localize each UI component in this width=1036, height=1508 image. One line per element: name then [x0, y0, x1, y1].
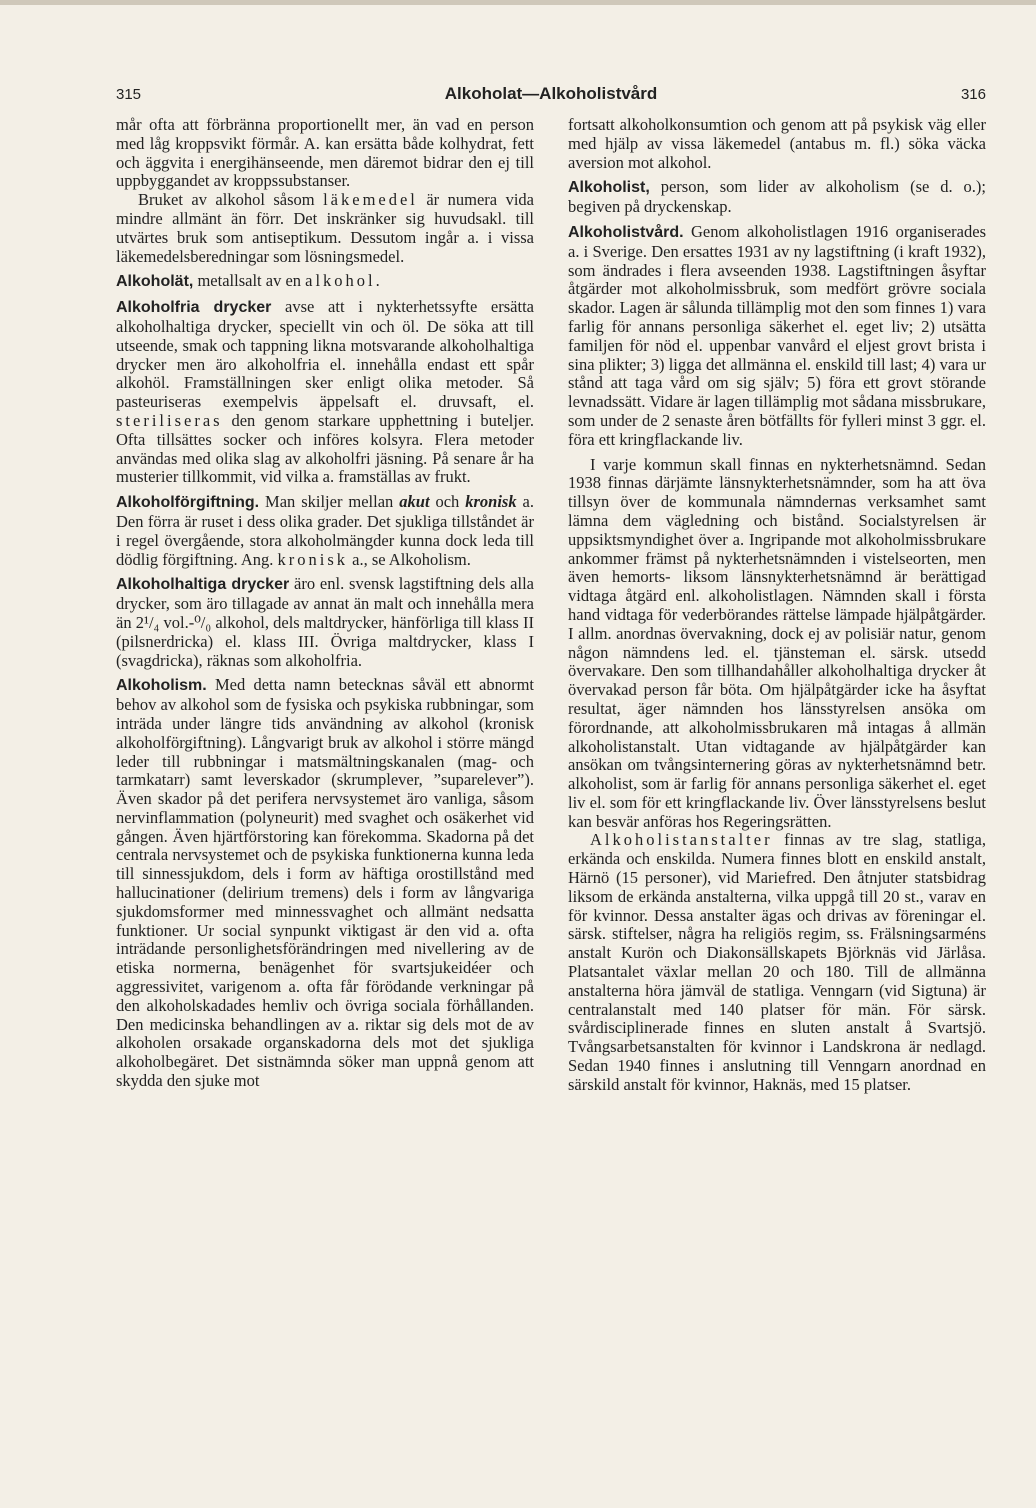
entry-alkoholat: Alkoholät, metallsalt av en alkohol. [116, 271, 380, 291]
text-columns [116, 116, 986, 1095]
left-column [116, 116, 534, 1095]
page-number-left: 315 [116, 86, 142, 103]
entry-alkoholhaltiga-drycker: Alkoholhaltiga drycker äro enl. svensk lagstiftning dels alla drycker, som äro tillagade av annat än malt och innehålla mera än 2¹/₄ vol.-⁰/₀ alkohol, dels maltdrycker, hänförliga till klass II (pilsnerdricka) el. klass III. Övriga maltdrycker, klass I (svagdricka), räknas som alkoholfria. [116, 574, 534, 670]
entry-alkoholfria-drycker: Alkoholfria drycker avse att i nykterhetssyfte ersätta alkoholhaltiga drycker, speciellt vin och öl. De söka att till utseende, smak och tappning likna motsvarande alkoholhaltiga drycker men äro alkoholfria el. innehålla endast ett spår alkohöl. Framställningen sker enligt olika metoder. Så pasteuriseras exempelvis äppelsaft el. druvsaft, el. steriliseras den genom starkare upphettning i buteljer. Ofta tillsättes socker och införes kolsyra. Flera metoder användas med olika slag av alkoholfri jäsning. På senare år ha musterier tillkommit, vid vilka a. framställas av frukt. [116, 297, 534, 487]
paragraph: mår ofta att förbränna proportionellt mer, än vad en person med låg kroppsvikt förmår. A. kan ersätta både kolhydrat, fett och äggvita i energihänseende, men däremot bidrar den ej till uppbyggandet av kroppssubstanser. [116, 115, 534, 191]
running-title: Alkoholat—Alkoholistvård [444, 84, 658, 103]
entry-alkoholist: Alkoholist, person, som lider av alkoholism (se d. o.); begiven på dryckenskap. [568, 177, 986, 217]
headword: Alkoholförgiftning. [116, 494, 260, 512]
headword: Alkoholfria drycker [116, 299, 272, 317]
page-number-right: 316 [960, 86, 986, 103]
headword: Alkoholist, [568, 179, 650, 197]
running-header [116, 84, 986, 110]
paragraph: Alkoholistanstalter finnas av tre slag, statliga, erkända och enskilda. Numera finnes blott en enskild anstalt, Härnö (15 personer), vid Mariefred. Den åtnjuter statsbidrag liksom de erkända anstalterna, vilka uppgå till 20 st., varav en för kvinnor. Dessa anstalter ägas och drivas av föreningar el. särsk. stiftelser, några ha religiös regim, ss. Frälsningsarméns anstalt Kurön och Diakonsällskapets Björknäs vid Järlåsa. Platsantalet växlar mellan 20 och 180. Till de allmänna anstalterna höra jämväl de statliga. Venngarn (vid Sigtuna) är centralanstalt med 140 platser för män. För särsk. svårdisciplinerade finnes en sluten anstalt å Svartsjö. Tvångsarbetsanstalten för kvinnor i Landskrona är nedlagd. Sedan 1940 finnes i anslutning till Venngarn anordnad en särskild anstalt för kvinnor, Haknäs, med 15 platser. [568, 830, 986, 1094]
right-column [568, 116, 986, 1095]
entry-alkoholforgiftning: Alkoholförgiftning. Man skiljer mellan akut och kronisk a. Den förra är ruset i dess olika grader. Det sjukliga tillståndet är i regel övergående, stora alkoholmängder kunna dock leda till dödlig förgiftning. Ang. kronisk a., se Alkoholism. [116, 492, 535, 569]
headword: Alkoholhaltiga drycker [116, 576, 290, 594]
paragraph: Bruket av alkohol såsom läkemedel är numera vida mindre allmänt än förr. Det inskränker sig huvudsakl. till utvärtes bruk som antiseptikum. Dessutom ingår a. i vissa läkemedelsberedningar som lösningsmedel. [116, 190, 534, 266]
top-edge-rule [0, 0, 1036, 5]
paragraph: I varje kommun skall finnas en nykterhetsnämnd. Sedan 1938 finnas därjämte länsnykterhetsnämnder, som ha att öva tillsyn över de kommunala nämndernas verksamhet samt lämna dem vägledning och bistånd. Socialstyrelsen är uppsiktsmyndighet över a. Ingripande mot alkoholmissbrukare ankommer främst på nykterhetsnämnden i vistelseorten, men även hemorts- liksom länsnykterhetsnämnd är berättigad vidtaga åtgärd enl. alkoholistlagen. Nämnden skall i första hand vidtaga för vederbörandes rättelse lämpade hjälpåtgärder. I allm. anordnas övervakning, dock ej av polisiär natur, genom någon nämndens led. el. tjänsteman el. särsk. utsedd övervakare. Den som tillhandahåller alkoholhaltiga drycker åt övervakad person får böta. Om hjälpåtgärder icke ha åsyftat resultat, äger nämnden hos länsstyrelsen ansöka om förordnande, att alkoholmissbrukaren må intagas å allmän alkoholistanstalt. Utan vidtagande av hjälpåtgärder kan ansökan om tvångsinternering göras av nykterhetsnämnd betr. alkoholist, som är farlig för annans personliga säkerhet el. eget liv el. som för ett kringflackande liv. Över länsstyrelsens beslut kan besvär anföras hos Regeringsrätten. [568, 454, 986, 831]
headword: Alkoholät, [116, 273, 194, 291]
headword: Alkoholistvård. [568, 223, 684, 241]
paragraph: fortsatt alkoholkonsumtion och genom att på psykisk väg eller med hjälp av vissa läkemedel (antabus m. fl.) söka väcka aversion mot alkohol. [568, 115, 986, 172]
entry-alkoholism: Alkoholism. Med detta namn betecknas såväl ett abnormt behov av alkohol som de fysiska och psykiska rubbningar, som inträda under längre tids användning av alkohol (kronisk alkoholförgiftning). Långvarigt bruk av alkohol i större mängd leder till rubbningar i matsmältningskanalen (mag- och tarmkatarr) samt leverskador (skrumplever, ”suparelever”). Även skador på det perifera nervsystemet äro vanliga, såsom nervinflammation (polyneurit) med svaghet och osäkerhet vid gången. Även hjärtförstoring kan förekomma. Skadorna på det centrala nervsystemet och de psykiska funktionerna kunna leda till sinnessjukdom, dels i form av häftiga orostillstånd med hallucinationer (delirium tremens) dels i form av långvariga sjukdomsformer med minnessvaghet och allmänt nedsatta funktioner. Ur social synpunkt viktigast är den vid a. ofta inträdande personlighetsförändringen med nivellering av de etiska normerna, benägenhet för svartsjukeidéer och aggressivitet, varigenom a. ofta får förödande verkningar på den alkoholskadades hemliv och övriga sociala förhållanden. Den medicinska behandlingen av a. riktar sig dels mot de av alkoholen orsakade organskadorna dels mot det sjukliga alkoholbegäret. Det sistnämnda söker man uppnå genom att skydda den sjuke mot [116, 675, 534, 1091]
entry-alkoholistvard: Alkoholistvård. Genom alkoholistlagen 1916 organiserades a. i Sverige. Den ersattes 1931 av ny lagstiftning (i kraft 1932), som ändrades i flera avseenden 1938. Lagstiftningen åsyftar åtgärder mot alkoholmissbruk, som medfört grövre sociala skador. Lagen är sålunda tillämplig mot den som finnes 1) vara farlig för annans personliga säkerhet el. eget liv; 2) utsätta familjen för nöd el. uppenbar vanvård el eljest grovt brista i sina plikter; 3) ligga det allmänna el. enskild till last; 4) vara ur stånd att taga vård om sig själv; 5) föra ett grovt störande levnadssätt. Vidare är lagen tillämplig mot sådana missbrukare, som under de 2 senaste åren bötfällts för fylleri minst 3 ggr. el. föra ett kringflackande liv. [568, 221, 986, 449]
headword: Alkoholism. [116, 677, 207, 695]
